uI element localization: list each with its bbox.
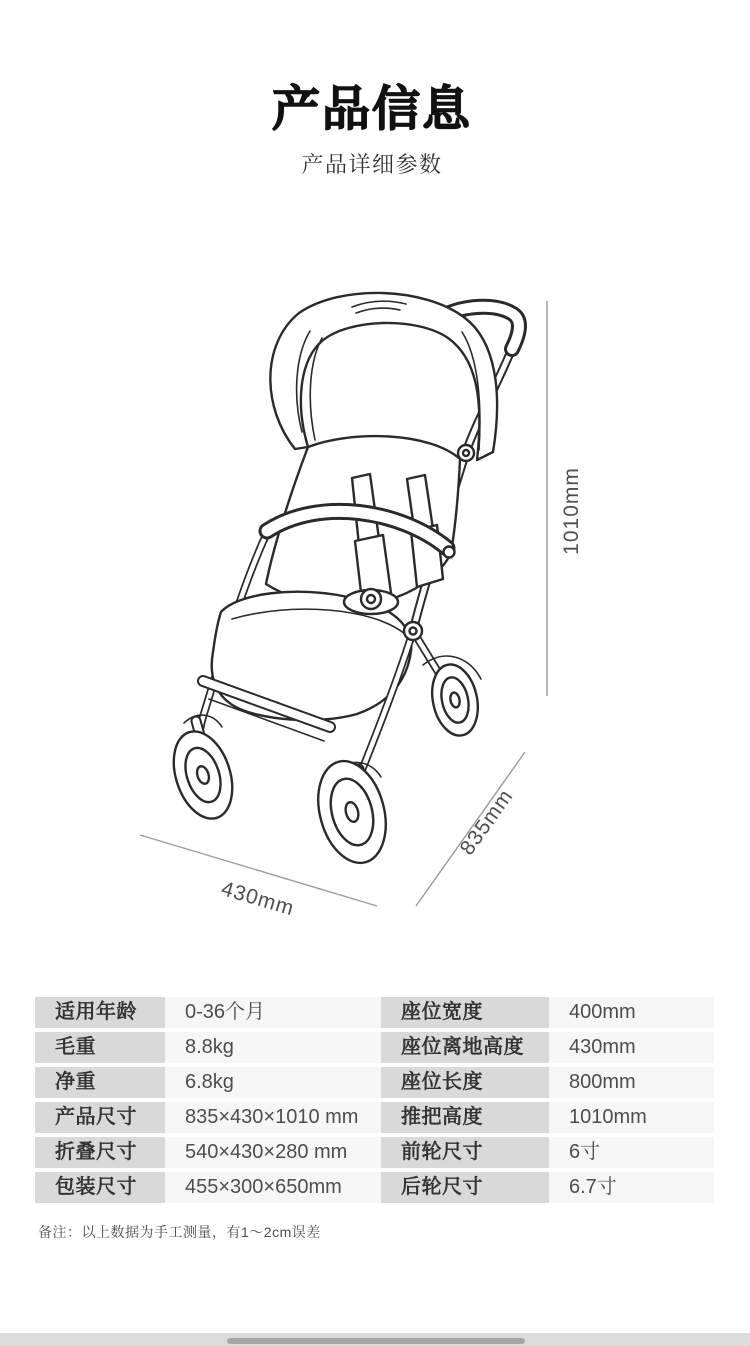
depth-dimension-label: 835mm — [455, 785, 518, 860]
horizontal-scrollbar-track[interactable] — [0, 1333, 750, 1346]
spec-value-cell: 6.8kg — [165, 1067, 381, 1098]
spec-label-cell: 适用年龄 — [35, 997, 165, 1028]
spec-table — [35, 997, 714, 1203]
spec-value-cell: 6寸 — [549, 1137, 714, 1168]
spec-label-cell: 毛重 — [35, 1032, 165, 1063]
spec-value-cell: 455×300×650mm — [165, 1172, 381, 1203]
spec-value-cell: 0-36个月 — [165, 997, 381, 1028]
spec-label-cell: 净重 — [35, 1067, 165, 1098]
width-dimension-label: 430mm — [218, 877, 298, 921]
spec-value-cell: 835×430×1010 mm — [165, 1102, 381, 1133]
spec-value-cell: 800mm — [549, 1067, 714, 1098]
stroller-diagram — [95, 275, 625, 940]
spec-label-cell: 前轮尺寸 — [381, 1137, 549, 1168]
spec-label-cell: 包装尺寸 — [35, 1172, 165, 1203]
height-dimension-label: 1010mm — [560, 467, 583, 555]
horizontal-scrollbar-thumb[interactable] — [227, 1338, 525, 1344]
spec-value-cell: 400mm — [549, 997, 714, 1028]
spec-label-cell: 座位离地高度 — [381, 1032, 549, 1063]
spec-label-cell: 折叠尺寸 — [35, 1137, 165, 1168]
front-right-wheel — [308, 753, 397, 870]
canopy-joint-pin — [463, 450, 469, 456]
stroller-canopy — [270, 293, 497, 460]
spec-value-cell: 8.8kg — [165, 1032, 381, 1063]
spec-label-cell: 推把高度 — [381, 1102, 549, 1133]
spec-label-cell: 产品尺寸 — [35, 1102, 165, 1133]
spec-label-cell: 后轮尺寸 — [381, 1172, 549, 1203]
spec-label-cell: 座位长度 — [381, 1067, 549, 1098]
spec-value-cell: 1010mm — [549, 1102, 714, 1133]
front-left-wheel — [163, 715, 242, 826]
page-subtitle: 产品详细参数 — [301, 152, 443, 177]
measurement-note: 备注：以上数据为手工测量，有1～2cm误差 — [38, 1224, 321, 1240]
page-title: 产品信息 — [271, 83, 472, 136]
spec-value-cell: 6.7寸 — [549, 1172, 714, 1203]
spec-value-cell: 430mm — [549, 1032, 714, 1063]
spec-value-cell: 540×430×280 mm — [165, 1137, 381, 1168]
spec-label-cell: 座位宽度 — [381, 997, 549, 1028]
